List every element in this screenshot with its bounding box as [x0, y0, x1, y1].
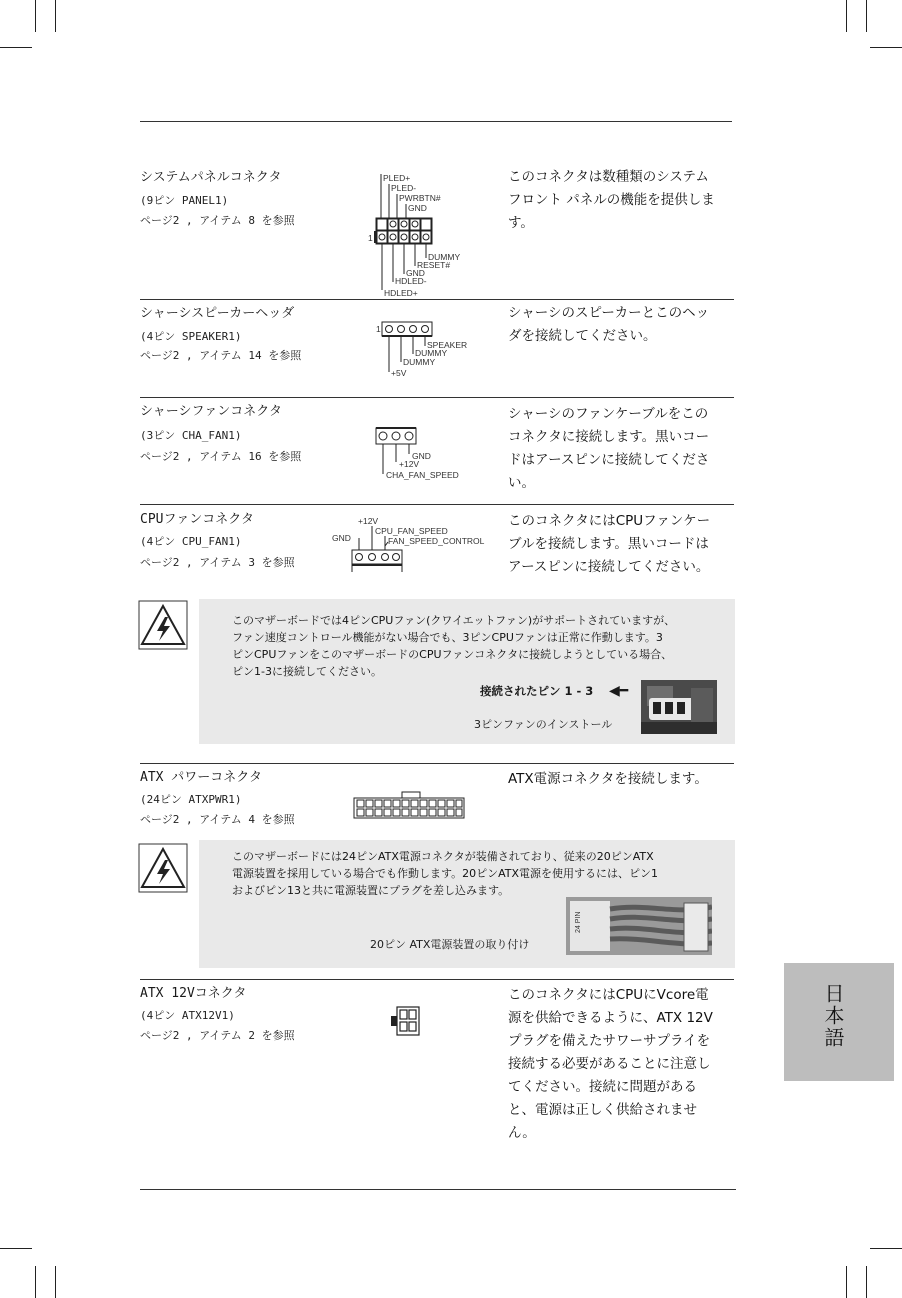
section-pin-info: (24ピン ATXPWR1) — [140, 793, 242, 806]
footer-rule — [140, 1189, 736, 1190]
section-pin-info: (9ピン PANEL1) — [140, 194, 229, 207]
latch — [391, 1016, 397, 1026]
cpu-fan-diagram — [330, 512, 496, 574]
section-page-ref: ページ2 , アイテム 14 を参照 — [140, 349, 302, 362]
desc-line: ドはアースピンに接続してくださ — [508, 452, 710, 468]
desc-line: シャーシのファンケーブルをこの — [508, 406, 709, 422]
warning-icon — [138, 600, 188, 650]
pin-label: HDLED+ — [384, 288, 418, 298]
pin-label: GND — [408, 203, 427, 213]
note-line: ピンCPUファンをこのマザーボードのCPUファンコネクタに接続しようとしている場合、 — [232, 648, 673, 661]
desc-line: す。 — [508, 215, 534, 231]
section-page-ref: ページ2 , アイテム 16 を参照 — [140, 450, 302, 463]
section-title: システムパネルコネクタ — [140, 170, 282, 185]
desc-line: ブルを接続します。黒いコードは — [508, 536, 709, 552]
section-title: シャーシスピーカーヘッダ — [140, 306, 295, 321]
crop-mark — [55, 0, 56, 32]
warning-icon — [138, 843, 188, 893]
desc-line: このコネクタにはCPUにVcore電 — [508, 987, 709, 1003]
desc-line: ダを接続してください。 — [508, 328, 657, 344]
section-description — [508, 984, 736, 1145]
crop-mark — [870, 47, 902, 48]
desc-line: てください。接続に問題がある — [508, 1079, 697, 1095]
language-tab — [784, 963, 894, 1081]
section-title: シャーシファンコネクタ — [140, 404, 282, 419]
section-page-ref: ページ2 , アイテム 4 を参照 — [140, 813, 295, 826]
pin-label: DUMMY — [403, 357, 436, 367]
section-divider — [140, 299, 734, 300]
atx12v-connector-diagram — [387, 1004, 423, 1038]
section-page-ref: ページ2 , アイテム 2 を参照 — [140, 1029, 295, 1042]
section-divider — [140, 504, 734, 505]
desc-line: と、電源は正しく供給されませ — [508, 1102, 697, 1118]
section-pin-info: (4ピン SPEAKER1) — [140, 330, 242, 343]
panel-header-diagram — [360, 168, 485, 300]
pin-label: GND — [412, 451, 431, 461]
header-base — [376, 427, 416, 429]
desc-line: 接続する必要があることに注意し — [508, 1056, 711, 1072]
section-pin-info: (4ピン ATX12V1) — [140, 1009, 235, 1022]
pin-label: HDLED- — [395, 276, 427, 286]
pin-label: +12V — [399, 459, 420, 469]
desc-line: プラグを備えたサワーサプライを — [508, 1033, 711, 1049]
desc-line: このコネクタにはCPUファンケー — [508, 513, 711, 529]
desc-line: シャーシのスピーカーとこのヘッ — [508, 305, 710, 321]
fan-install-photo — [641, 680, 717, 734]
section-page-ref: ページ2 , アイテム 3 を参照 — [140, 556, 295, 569]
desc-line: い。 — [508, 475, 535, 491]
crop-mark — [870, 1248, 902, 1249]
note-line: ファン速度コントロール機能がない場合でも、3ピンCPUファンは正常に作動します。3 — [232, 631, 663, 644]
crop-mark — [0, 1248, 32, 1249]
pin1-label: 1 — [376, 324, 381, 334]
atx-power-connector-diagram — [350, 790, 468, 820]
install-label: 3ピンファンのインストール — [474, 718, 613, 731]
section-description — [508, 510, 736, 579]
pin-label: +5V — [391, 368, 407, 378]
note-line: およびピン13と共に電源装置にプラグを差し込みます。 — [232, 884, 510, 897]
section-description — [508, 403, 736, 495]
desc-line: このコネクタは数種類のシステム — [508, 169, 709, 185]
section-divider — [140, 979, 734, 980]
note-line: このマザーボードでは4ピンCPUファン(クワイエットファン)がサポートされていますが、 — [232, 614, 676, 627]
section-description — [508, 768, 736, 791]
section-divider — [140, 763, 734, 764]
section-pin-info: (4ピン CPU_FAN1) — [140, 535, 242, 548]
photo-label: 24 PIN — [575, 911, 582, 933]
pin-label: FAN_SPEED_CONTROL — [388, 536, 485, 546]
pin-label: +12V — [358, 516, 379, 526]
crop-mark — [55, 1266, 56, 1298]
section-title: ATX 12Vコネクタ — [140, 986, 247, 1001]
pin-label: PLED+ — [383, 173, 411, 183]
desc-line: ATX電源コネクタを接続します。 — [508, 771, 708, 787]
speaker-header-diagram — [370, 318, 480, 382]
pin-label: RESET# — [417, 260, 451, 270]
language-tab-label: 日本語 — [821, 983, 845, 1049]
crop-mark — [35, 1266, 36, 1298]
section-pin-info: (3ピン CHA_FAN1) — [140, 429, 242, 442]
pin-label: CHA_FAN_SPEED — [386, 470, 459, 480]
desc-line: アースピンに接続してください。 — [508, 559, 710, 575]
note-text — [232, 612, 732, 680]
note-line: このマザーボードには24ピンATX電源コネクタが装備されており、従来の20ピンATX — [232, 850, 654, 863]
crop-mark — [846, 0, 847, 32]
pin-label: GND — [406, 268, 425, 278]
pin-label: DUMMY — [415, 348, 448, 358]
atx-power-install-photo — [566, 897, 712, 955]
section-description — [508, 302, 736, 348]
header-rule — [140, 121, 732, 122]
section-title: ATX パワーコネクタ — [140, 770, 263, 785]
arrow-left-icon: ◀━ — [609, 683, 629, 699]
section-title: CPUファンコネクタ — [140, 512, 254, 527]
section-page-ref: ページ2 , アイテム 8 を参照 — [140, 214, 295, 227]
note-text — [232, 848, 732, 899]
pin-label: DUMMY — [428, 252, 461, 262]
install-caption: 20ピン ATX電源装置の取り付け — [370, 938, 530, 951]
crop-mark — [0, 47, 32, 48]
desc-line: フロント パネルの機能を提供しま — [508, 192, 715, 208]
desc-line: コネクタに接続します。黒いコー — [508, 429, 710, 445]
section-description — [508, 166, 736, 235]
header-base — [382, 335, 432, 337]
crop-mark — [866, 1266, 867, 1298]
desc-line: ん。 — [508, 1125, 536, 1141]
connected-pins-label: 接続されたピン 1 - 3 — [480, 684, 594, 698]
chassis-fan-diagram — [372, 422, 472, 484]
pin1-marker — [374, 231, 377, 243]
header-base — [352, 564, 402, 566]
note-line: 電源装置を採用している場合でも作動します。20ピンATX電源を使用するには、ピン1 — [232, 867, 659, 880]
note-line: ピン1-3に接続してください。 — [232, 665, 382, 678]
pin1-label: 1 — [368, 233, 373, 243]
pin-label: SPEAKER — [427, 340, 468, 350]
crop-mark — [35, 0, 36, 32]
crop-mark — [866, 0, 867, 32]
section-divider — [140, 397, 734, 398]
pin-label: PLED- — [391, 183, 417, 193]
crop-mark — [846, 1266, 847, 1298]
pin-label: GND — [332, 533, 351, 543]
pin-label: CPU_FAN_SPEED — [375, 526, 448, 536]
pin-label: PWRBTN# — [399, 193, 441, 203]
desc-line: 源を供給できるように、ATX 12V — [508, 1010, 713, 1026]
